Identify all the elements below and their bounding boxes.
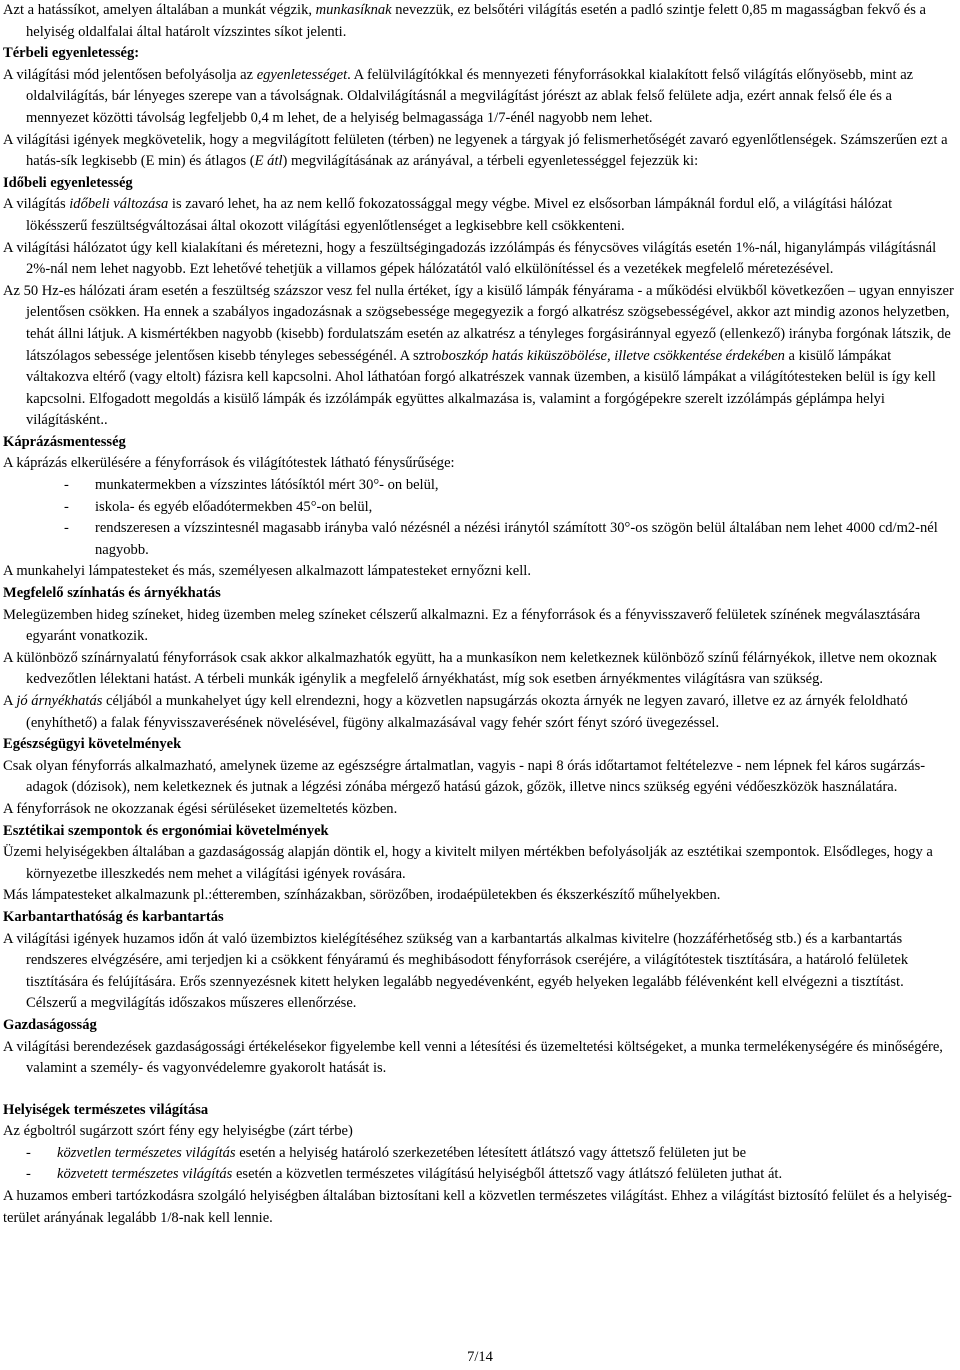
text-run: A világítási mód jelentősen befolyásolja az [3,66,257,83]
section-heading: Megfelelő színhatás és árnyékhatás [3,585,221,602]
text-run: ) megvilágításának az arányával, a térbeli egyenletességgel fejezzük ki: [282,153,699,170]
text-run: Más lámpatesteket alkalmazunk pl.:étteremben, színházakban, sörözőben, irodaépületekben és ékszerkészítő műhelyekben. [3,887,721,904]
paragraph [3,65,955,130]
paragraph [3,130,955,173]
list-dash: - [64,477,69,494]
italic-run: egyenletességet [256,66,348,83]
italic-run: munkasíknak [315,2,392,18]
italic-run: boszkóp hatás kiküszöbölése, illetve csökkentése érdekében [441,347,785,364]
list-dash: - [64,498,69,515]
paragraph [3,1186,955,1229]
text-run: A huzamos emberi tartózkodásra szolgáló helyiségben általában biztosítani kell a közvetlen természetes világítást. Ehhez a világítást biztosító felület és a helyiség-terület arányának legalább 1/8-nak kell lennie. [3,1188,952,1226]
text-run: esetén a helyiség határoló szerkezetében létesített átlátszó vagy áttetsző felületen jut be [235,1144,747,1161]
text-run: A munkahelyi lámpatesteket és más, személyesen alkalmazott lámpatesteket ernyőzni kell. [3,563,531,580]
paragraph [3,605,955,648]
text-run: céljából a munkahelyet úgy kell elrendezni, hogy a közvetlen napsugárzás okozta árnyék ne legyen zavaró, illetve ez az árnyék feloldható (enyhíthető) a falak fényvisszaverésének növelésével, fügöny alkalmazásával vagy fehér szórt fényt szóró üvegezéssel. [26,693,908,731]
spacer [3,1080,955,1100]
section-heading: Időbeli egyenletesség [3,174,133,191]
italic-run: E átl [254,153,283,170]
paragraph [3,885,955,907]
text-run: A világítási hálózatot úgy kell kialakítani és méretezni, hogy a feszültségingadozás izzólámpás és fénycsöves világítás esetén 1%-nál, higanylámpás világításnál 2%-nál nem lehet nagyobb. Ezt lehetővé tehetjük a villamos gépek hálózatától való elkülönítéssel és a vezetékek megfelelő méretezésével. [3,239,937,278]
paragraph [3,1121,955,1143]
text-run: . A felülvilágítókkal és mennyezeti fényforrásokkal kialakított felső világítás előnyösebb, mint az oldalvilágítás, bár lényeges szerepe van a távolságnak. Oldalvilágításnál a megvilágítást jórészt az ablak felső felülete adja, ezért annak felső éle és a mennyezet közötti távolság legfeljebb 0,4 m lehet, de a helyiség belmagassága 1/7-énél nagyobb nem lehet. [26,66,914,126]
text-run: is zavaró lehet, ha az nem kellő fokozatossággal megy végbe. Mivel ez elsősorban lámpáknál fordul elő, a világítási hálózat lökésszerű feszültségváltozásai által okozott világítási egyenlőtlenséget a legkisebbre kell csökkenteni. [26,196,893,234]
text-run: munkatermekben a vízszintes látósíktól mért 30°- on belül, [95,477,439,494]
paragraph [3,929,955,1015]
text-run: Melegüzemben hideg színeket, hideg üzemben meleg színeket célszerű alkalmazni. Ez a fényforrások és a fényvisszaverő felületek színének megválasztására egyaránt vonatkozik. [3,606,921,645]
section-heading: Karbantarthatóság és karbantartás [3,908,224,925]
text-run: Üzemi helyiségekben általában a gazdaságosság alapján döntik el, hogy a kivitelt milyen mértékben befolyásolják az esztétikai szempontok. Elsődleges, hogy a környezetbe illeszkedés nem mehet a világítási igények rovására. [3,844,933,882]
text-run: rendszeresen a vízszintesnél magasabb irányba való nézésnél a nézési iránytól számított 30°-os szögön belül általában nem lehet 4000 cd/m2-nél nagyobb. [95,520,938,558]
page-number: 7/14 [467,1349,493,1365]
paragraph [3,842,955,885]
text-run: A világítási igények megkövetelik, hogy a megvilágított felületen (térben) ne legyenek a tárgyak jó felismerhetőségét zavaró egyenlőtlenségek. Számszerűen ezt a hatás-sík legkisebb (E min) és átlagos ( [3,131,948,170]
section-heading: Helyiségek természetes világítása [3,1101,209,1118]
text-run: A [3,693,17,709]
italic-run: közvetett természetes világítás [57,1166,233,1183]
section-heading: Esztétikai szempontok és ergonómiai követelmények [3,822,329,839]
text-run: A fényforrások ne okozzanak égési sérüléseket üzemeltetés közben. [3,800,398,817]
list-dash: - [26,1144,31,1161]
list-dash: - [26,1166,31,1183]
list-item [3,518,955,561]
paragraph [3,453,955,475]
paragraph [3,691,955,734]
paragraph [3,756,955,799]
paragraph [3,561,955,583]
list-item [3,1143,955,1165]
section-heading: Térbeli egyenletesség: [3,45,140,62]
text-run: A különböző színárnyalatú fényforrások csak akkor alkalmazhatók együtt, ha a munkasíkon nem keletkeznek különböző színű félárnyékok, illetve nem okoznak kedvezőtlen lélektani hatást. A térbeli munkák igénylik a megfelelő árnyékhatást, míg sok esetben árnyékmentes világításra van szükség. [3,649,937,688]
text-run: Az égboltról sugárzott szórt fény egy helyiségbe (zárt térbe) [3,1123,353,1140]
italic-run: jó árnyékhatás [16,693,103,709]
section-heading: Egészségügyi követelmények [3,736,182,753]
paragraph [3,1037,955,1080]
text-run: A világítás [3,196,70,213]
text-run: iskola- és egyéb előadótermekben 45°-on belül, [95,498,373,515]
paragraph [3,648,955,691]
text-run: Azt a hatássíkot, amelyen általában a munkát végzik, [3,2,316,18]
paragraph [3,799,955,821]
list-item [3,475,955,497]
text-run: a kisülő lámpákat váltakozva eltérő (vagy eltolt) fázisra kell kapcsolni. Ahol láthatóan forgó alkatrészek vannak üzemben, a kisülő lámpákat a világítótesteken belül is így kell kapcsolni. Elfogadott megoldás a kisülő lámpák és izzólámpák együttes alkalmazása is, valamint a forgógépekre szerelt izzólámpás géplámpa helyi világításként.. [26,347,936,429]
paragraph [3,194,955,237]
section-heading: Gazdaságosság [3,1016,97,1033]
text-run: A káprázás elkerülésére a fényforrások és világítótestek látható fénysűrűsége: [3,455,455,472]
italic-run: időbeli változása [69,196,169,213]
text-run: A világítási igények huzamos időn át való üzembiztos kielégítéséhez szükség van a karbantartás alkalmas kivitelre (hozzáférhetőség stb.) és a karbantartás rendszeres elvégzésére, ami terjedjen ki a csökkent fényáramú és meghibásodott fényforrások cseréjére, a világítótestek tisztítására, a határoló felületek tisztítására és felújítására. Erős szennyezésnek kitett helyken legalább negyedévenként, egyéb helyeken legalább félévenként kell elvégezni a tisztítást. Célszerű a megvilágítás időszakos műszeres ellenőrzése. [3,930,909,1012]
paragraph [3,281,955,432]
text-run: A világítási berendezések gazdaságossági értékelésekor figyelembe kell venni a létesítési és üzemeltetési költségeket, a munka termelékenységére és minőségére, valamint a személy- és vagyonvédelemre gyakorolt hatását is. [3,1038,943,1077]
paragraph [3,238,955,281]
list-item [3,497,955,519]
paragraph [3,0,955,43]
text-run: Csak olyan fényforrás alkalmazható, amelynek üzeme az egészségre ártalmatlan, vagyis - napi 8 órás időtartamot feltételezve - nem lépnek fel káros sugárzás-adagok (dózisok), nem keletkeznek és jutnak a légzési zónába mérgező hatású gázok, gőzök, illetve nincs szükség egyéni védőeszközök használatára. [3,757,926,796]
list-dash: - [64,520,69,537]
text-run: esetén a közvetlen természetes világítású helyiségből áttetsző vagy átlátszó felületen juthat át. [232,1166,783,1183]
text-run: Az 50 Hz-es hálózati áram esetén a feszültség százszor vesz fel nulla értéket, így a kisülő lámpák fényárama - a működési elvükből következően – ugyan ennyiszer jelentősen csökken. Ha ennek a szabályos ingadozásnak a szögsebessége megegyezik a forgó alkatrész szögsebességével, akkor azt mindig azonos helyzetben, tehát állni látjuk. A kismértékben nagyobb (kisebb) fordulatszám esetén az alkatrész a tényleges forgásiránnyal egyező (ellenkező) irányba forgónak látszik, de látszólagos sebessége jelentősen kisebb tényleges sebességénél. A sztro [3,282,954,364]
text-run: nevezzük, ez belsőtéri világítás esetén a padló szintje felett 0,85 m magasságban fekvő és a helyiség oldalfalai által határolt vízszintes síkot jelenti. [26,2,927,40]
list-item [3,1164,955,1186]
document-body [3,0,955,1229]
section-heading: Káprázásmentesség [3,433,126,450]
italic-run: közvetlen természetes világítás [57,1144,236,1161]
